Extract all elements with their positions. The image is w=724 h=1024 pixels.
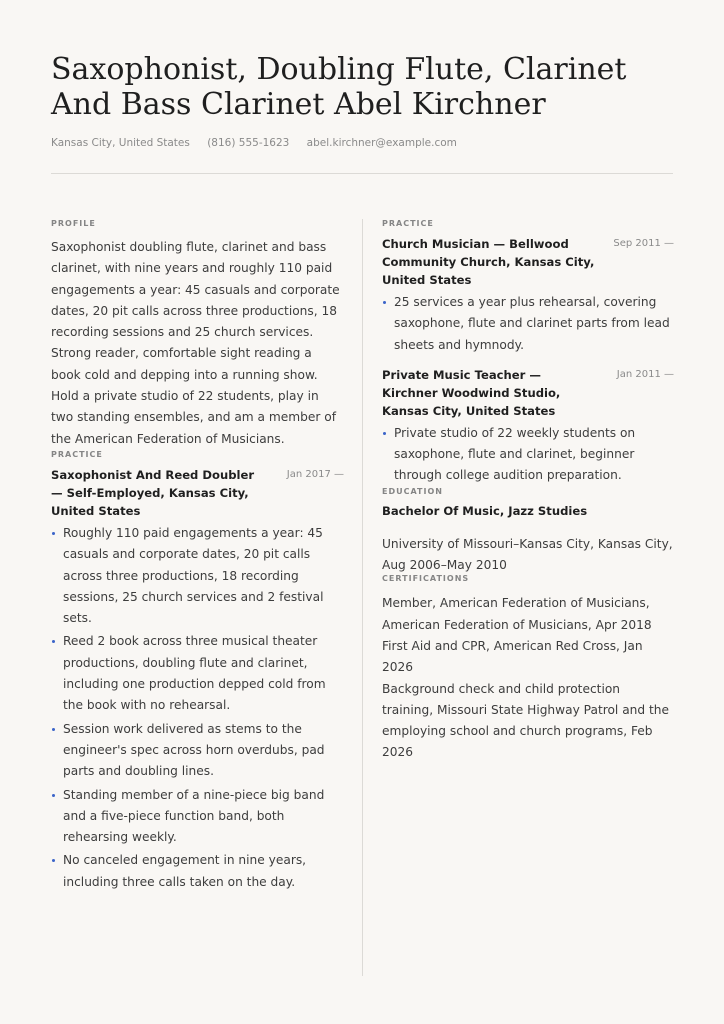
bullet-item: Reed 2 book across three musical theater productions, doubling flute and clarinet, including one production depped cold from the book with no rehearsal. [51, 631, 344, 716]
education-heading: EDUCATION [382, 486, 443, 496]
certifications-heading: CERTIFICATIONS [382, 574, 470, 584]
entry-header [382, 366, 674, 420]
bullet-item: Standing member of a nine-piece big band and a five-piece function band, both rehearsing weekly. [51, 785, 344, 849]
bullet-item: 25 services a year plus rehearsal, covering saxophone, flute and clarinet parts from lead sheets and hymnody. [382, 292, 674, 356]
school-detail: University of Missouri–Kansas City, Kansas City, Aug 2006–May 2010 [382, 536, 673, 573]
right-column [382, 217, 674, 764]
experience-entry [382, 366, 674, 487]
bullet-item: No canceled engagement in nine years, including three calls taken on the day. [51, 850, 344, 893]
certification-item: First Aid and CPR, American Red Cross, Jan 2026 [382, 638, 643, 675]
entry-title: Church Musician — Bellwood Community Church, Kansas City, United States [382, 237, 595, 287]
entry-header [382, 235, 674, 289]
contact-line [51, 137, 471, 149]
entry-header [51, 466, 344, 520]
header-divider [51, 173, 673, 174]
certifications-list [382, 593, 674, 763]
certification-item: Background check and child protection training, Missouri State Highway Patrol and the employing school and church programs, Feb 2026 [382, 681, 669, 760]
experience-entry [51, 466, 344, 893]
profile-heading: PROFILE [51, 219, 96, 228]
entry-title: Saxophonist And Reed Doubler — Self-Employed, Kansas City, United States [51, 467, 255, 518]
experience-entry [382, 235, 674, 356]
bullet-item: Session work delivered as stems to the engineer's spec across horn overdubs, pad parts and doubling lines. [51, 719, 344, 783]
entry-bullets [382, 423, 674, 487]
practice-heading: PRACTICE [51, 449, 103, 459]
profile-text: Saxophonist doubling flute, clarinet and bass clarinet, with nine years and roughly 110 paid engagements a year: 45 casuals and corporate dates, 20 pit calls across three productions, 18 recording sessions and 25 church services. Strong reader, comfortable sight reading a book cold and depping into a running show. Hold a private studio of 22 students, play in two standing ensembles, and am a member of the American Federation of Musicians. [51, 240, 340, 446]
entry-bullets [382, 292, 674, 356]
left-column [51, 217, 344, 895]
entry-title: Private Music Teacher — Kirchner Woodwind Studio, Kansas City, United States [382, 367, 561, 418]
bullet-item: Private studio of 22 weekly students on saxophone, flute and clarinet, beginner through college audition preparation. [382, 423, 674, 487]
certification-item: Member, American Federation of Musicians, American Federation of Musicians, Apr 2018 [382, 596, 652, 632]
entry-date: Jan 2011 — [616, 368, 674, 380]
entry-date: Jan 2017 — [286, 468, 344, 480]
candidate-name: Saxophonist, Doubling Flute, Clarinet And Bass Clarinet Abel Kirchner [51, 52, 627, 122]
email[interactable]: abel.kirchner@example.com [306, 137, 457, 149]
entry-bullets [51, 523, 344, 893]
entry-date: Sep 2011 — [613, 238, 674, 249]
bullet-item: Roughly 110 paid engagements a year: 45 casuals and corporate dates, 20 pit calls across three productions, 18 recording sessions, 25 church services and 2 festival sets. [51, 523, 344, 629]
practice-heading: PRACTICE [382, 219, 434, 228]
location: Kansas City, United States [51, 137, 190, 149]
phone[interactable]: (816) 555-1623 [207, 137, 290, 149]
degree-title: Bachelor Of Music, Jazz Studies [382, 503, 588, 518]
column-divider [362, 219, 363, 976]
